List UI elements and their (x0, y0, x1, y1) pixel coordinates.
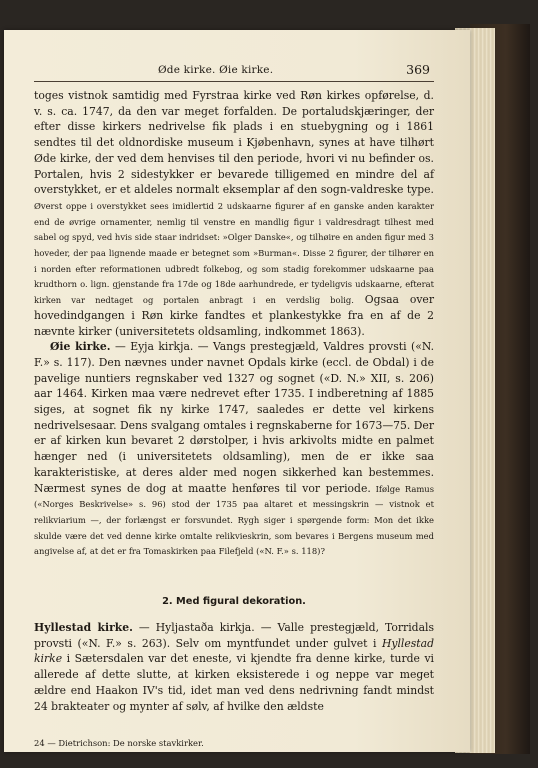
printer-signature: 24 — Dietrichson: De norske stavkirker. (34, 738, 204, 748)
body-text-section (34, 620, 434, 714)
paragraph-text: — Eyja kirkja. — Vangs prestegjæld, Valdres provsti («N. F.» s. 117). Den nævnes under navnet Opdals kirke (eccl. de Obdal) i de pavelige nuntiers regnskaber ved 1327 og sognet («D. N.» XII, s. 206) aar 1464. Kirken maa være nedrevet efter 1735. I indberetning af 1885 siges, at sognet fik ny kirke 1747, saaledes er dette vel kirkens nedrivelsesaar. Dens svalgang omtales i regnskaberne for 1673—75. Der er af kirken kun bevaret 2 dørstolper, i hvis arkivolts midte en palmet hænger ned (i universitetets oldsamling), men de er ikke saa karakteristiske, at deres alder med nogen sikkerhed kan bestemmes. Nærmest synes de dog at maatte henføres til vor periode. (34, 340, 435, 495)
paragraph-ode-kirke (34, 88, 434, 339)
entry-heading: Hyllestad kirke. (34, 621, 133, 634)
paragraph-oie-kirke (34, 339, 434, 559)
section-title: 2. Med figural dekoration. (162, 596, 306, 607)
paragraph-text-continued: i Sætersdalen var det eneste, vi kjendte fra denne kirke, turde vi allerede af dette slutte, at kirken eksisterede i og neppe var meget ældre end Haakon IV's tid, idet man ved dens nedrivning fandt mindst 24 brakteater og mynter af sølv, af hvilke den ældste (34, 652, 434, 713)
header-rule (34, 81, 434, 82)
small-print-note: Ifølge Ramus («Norges Beskrivelse» s. 96) stod der 1735 paa altaret et messingskrin — vistnok et relikviarium —, der forlængst er forsvundet. Rygh siger i spørgende form: Mon det ikke skulde være det ved denne kirke omtalte relikvieskrin, som bevares i Bergens museum med angivelse af, at det er fra Tomaskirken paa Filefjeld («N. F.» s. 118)? (34, 483, 435, 557)
paragraph-text: — Hyljastaða kirkja. — Valle prestegjæld, Torridals provsti («N. F.» s. 263). Selv om myntfundet under gulvet i (34, 621, 435, 650)
italic-term: Hyllestad kirke (34, 636, 434, 666)
paragraph-text-continued: Ogsaa over hovedindgangen i Røn kirke fandtes et plankestykke fra en af de 2 nævnte kirker (universitetets oldsamling, indkommet 1863). (34, 293, 434, 338)
entry-heading: Øie kirke. (50, 340, 111, 354)
paragraph-hyllestad-kirke (34, 620, 434, 714)
body-text (34, 88, 434, 559)
page-header (4, 62, 470, 80)
paragraph-text: toges vistnok samtidig med Fyrstraa kirke ved Røn kirkes opførelse, d. v. s. ca. 1747, da den var meget forfalden. De portaludskjæringer, der efter disse kirkers nedrivelse fik plads i en stuebygning og i 1861 sendtes til det oldnordiske museum i Kjøbenhavn, synes at have tilhørt Øde kirke, der ved dem henvises til den periode, hvori vi nu befinder os. Portalen, hvis 2 sidestykker er bevarede tilligemed en mindre del af overstykket, er et aldeles normalt eksemplar af den sogn-valdreske type. (34, 89, 434, 197)
small-print-note: Øverst oppe i overstykket sees imidlertid 2 udskaarne figurer af en ganske anden karakter end de øvrige ornamenter, nemlig til venstre en mandlig figur i valdresdragt tilhest med sabel og spyd, ved hvis side staar indridset: »Olger Danske«, og tilhøire en anden figur med 3 hoveder, der paa lignende maade er betegnet som »Burman«. Disse 2 figurer, der tilhører en i norden efter reformationen udbredt folkebog, og som stadig forekommer udskaarne paa krudthorn o. lign. gjenstande fra 17de og 18de aarhundrede, er tydeligvis udskaarne, efterat kirken var nedtaget og portalen anbragt i en verdslig bolig. (34, 200, 434, 306)
running-head: Øde kirke. Øie kirke. (158, 64, 274, 76)
page-number: 369 (406, 62, 430, 77)
page-sheet (4, 30, 470, 752)
